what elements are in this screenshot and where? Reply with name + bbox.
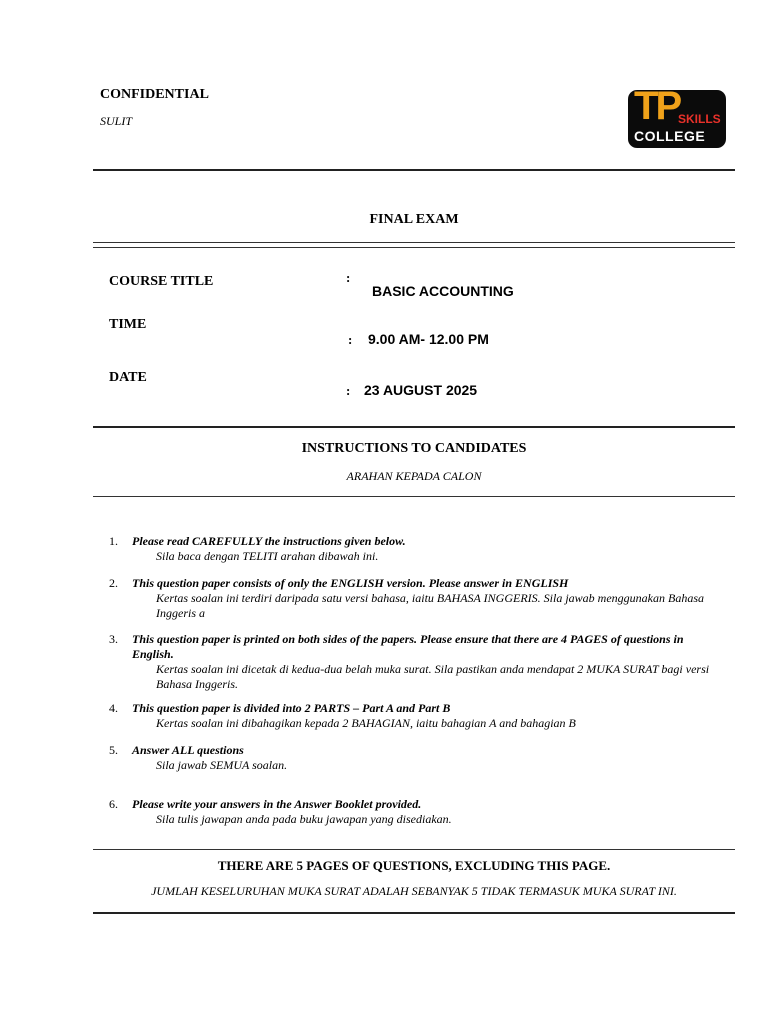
instruction-number: 6. [109,797,118,811]
instruction-item-3 [109,632,721,692]
instruction-item-5 [109,743,721,773]
instruction-english: This question paper is printed on both sides of the papers. Please ensure that there are 4 PAGES of questions in English. [132,632,684,661]
header-divider [93,169,735,171]
course-title-label: COURSE TITLE [109,274,214,289]
instruction-number: 5. [109,743,118,757]
instruction-english: This question paper consists of only the ENGLISH version. Please answer in ENGLISH [132,576,569,590]
instruction-number: 4. [109,701,118,715]
confidential-label: CONFIDENTIAL [100,87,209,102]
pages-notice-malay: JUMLAH KESELURUHAN MUKA SURAT ADALAH SEBANYAK 5 TIDAK TERMASUK MUKA SURAT INI. [151,884,677,898]
instruction-english: Please read CAREFULLY the instructions given below. [132,534,406,548]
logo-top-text: TP [634,90,680,128]
instruction-number: 1. [109,534,118,548]
instruction-item-6 [109,797,721,827]
instruction-number: 2. [109,576,118,590]
instruction-english: This question paper is divided into 2 PARTS – Part A and Part B [132,701,451,715]
course-title-value: BASIC ACCOUNTING [372,283,514,299]
instruction-item-1 [109,534,721,564]
course-colon: : [346,270,351,285]
instruction-number: 3. [109,632,118,646]
instructions-title: INSTRUCTIONS TO CANDIDATES [301,441,527,456]
instruction-malay: Kertas soalan ini terdiri daripada satu versi bahasa, iaitu BAHASA INGGERIS. Sila jawab menggunakan Bahasa Inggeris a [156,591,704,620]
details-divider [93,426,735,428]
instruction-malay: Kertas soalan ini dicetak di kedua-dua belah muka surat. Sila pastikan anda mendapat 2 MUKA SURAT bagi versi Bahasa Inggeris. [156,662,710,691]
instruction-english: Please write your answers in the Answer Booklet provided. [132,797,422,811]
instructions-divider [93,496,735,497]
pages-notice: THERE ARE 5 PAGES OF QUESTIONS, EXCLUDING THIS PAGE. [217,858,611,873]
footer-divider-bottom [93,912,735,914]
time-colon: : [348,332,353,347]
footer-divider-top [93,849,735,850]
instruction-malay: Sila tulis jawapan anda pada buku jawapan yang disediakan. [156,812,452,826]
logo-college-text: COLLEGE [634,128,706,144]
instruction-malay: Sila jawab SEMUA soalan. [156,758,288,772]
date-label: DATE [109,370,147,385]
instruction-english: Answer ALL questions [132,743,244,757]
title-double-rule-top [93,242,735,243]
instruction-item-2 [109,576,721,621]
exam-title: FINAL EXAM [369,212,459,227]
time-label: TIME [109,317,147,332]
instruction-item-4 [109,701,721,731]
instructions-subtitle: ARAHAN KEPADA CALON [346,469,482,483]
title-double-rule-bottom [93,247,735,248]
college-logo [628,90,726,148]
time-value: 9.00 AM- 12.00 PM [368,331,489,347]
instruction-malay: Kertas soalan ini dibahagikan kepada 2 BAHAGIAN, iaitu bahagian A and bahagian B [156,716,576,730]
instruction-malay: Sila baca dengan TELITI arahan dibawah ini. [156,549,379,563]
date-colon: : [346,383,351,398]
date-value: 23 AUGUST 2025 [364,382,478,398]
sulit-label: SULIT [100,114,133,128]
logo-skills-text: SKILLS [678,112,721,126]
